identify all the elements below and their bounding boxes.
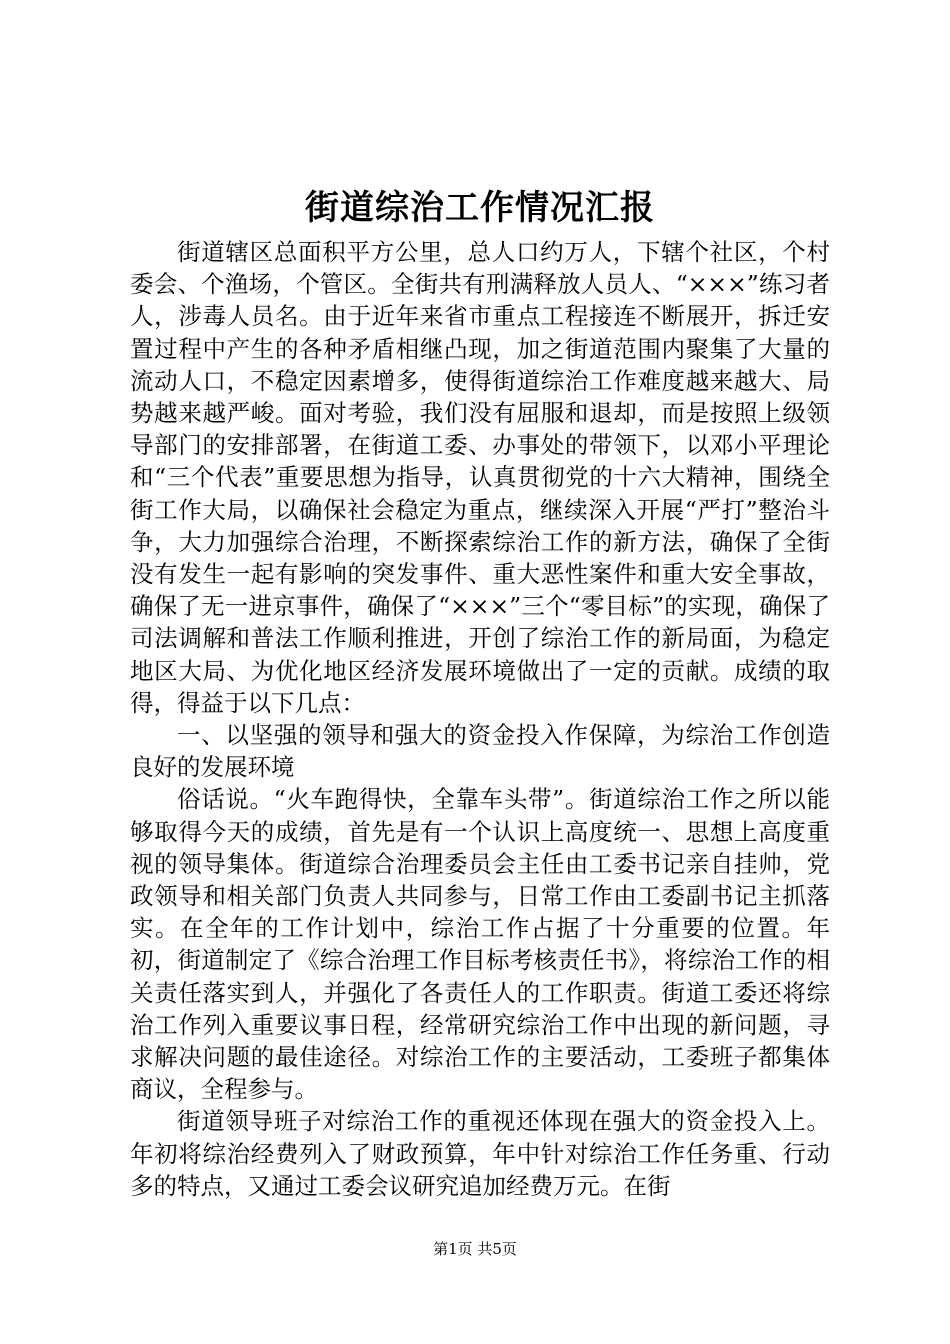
body-paragraph: 街道辖区总面积平方公里，总人口约万人，下辖个社区，个村委会、个渔场，个管区。全街共有刑满释放人员人、“×××”练习者人，涉毒人员名。由于近年来省市重点工程接连不断展开，拆迁安置过程中产生的各种矛盾相继凸现，加之街道范围内聚集了大量的流动人口，不稳定因素增多，使得街道综治工作难度越来越大、局势越来越严峻。面对考验，我们没有屈服和退却，而是按照上级领导部门的安排部署，在街道工委、办事处的带领下，以邓小平理论和“三个代表”重要思想为指导，认真贯彻党的十六大精神，围绕全街工作大局，以确保社会稳定为重点，继续深入开展“严打”整治斗争，大力加强综合治理，不断探索综治工作的新方法，确保了全街没有发生一起有影响的突发事件、重大恶性案件和重大安全事故，确保了无一进京事件，确保了“×××”三个“零目标”的实现，确保了司法调解和普法工作顺利推进，开创了综治工作的新局面，为稳定地区大局、为优化地区经济发展环境做出了一定的贡献。成绩的取得，得益于以下几点： bbox=[130, 238, 830, 717]
body-paragraph: 俗话说。“火车跑得快，全靠车头带”。街道综治工作之所以能够取得今天的成绩，首先是有一个认识上高度统一、思想上高度重视的领导集体。街道综合治理委员会主任由工委书记亲自挂帅，党政领导和相关部门负责人共同参与，日常工作由工委副书记主抓落实。在全年的工作计划中，综治工作占据了十分重要的位置。年初，街道制定了《综合治理工作目标考核责任书》，将综治工作的相关责任落实到人，并强化了各责任人的工作职责。街道工委还将综治工作列入重要议事日程，经常研究综治工作中出现的新问题，寻求解决问题的最佳途径。对综治工作的主要活动，工委班子都集体商议，全程参与。 bbox=[130, 785, 830, 1104]
page-footer: 第1页 共5页 bbox=[433, 1240, 517, 1258]
document-title: 街道综治工作情况汇报 bbox=[305, 188, 655, 228]
document-page bbox=[130, 180, 830, 1202]
section-heading: 一、以坚强的领导和强大的资金投入作保障，为综治工作创造良好的发展环境 bbox=[130, 721, 830, 782]
body-paragraph: 街道领导班子对综治工作的重视还体现在强大的资金投入上。年初将综治经费列入了财政预算，年中针对综治工作任务重、行动多的特点，又通过工委会议研究追加经费万元。在街 bbox=[130, 1107, 830, 1200]
